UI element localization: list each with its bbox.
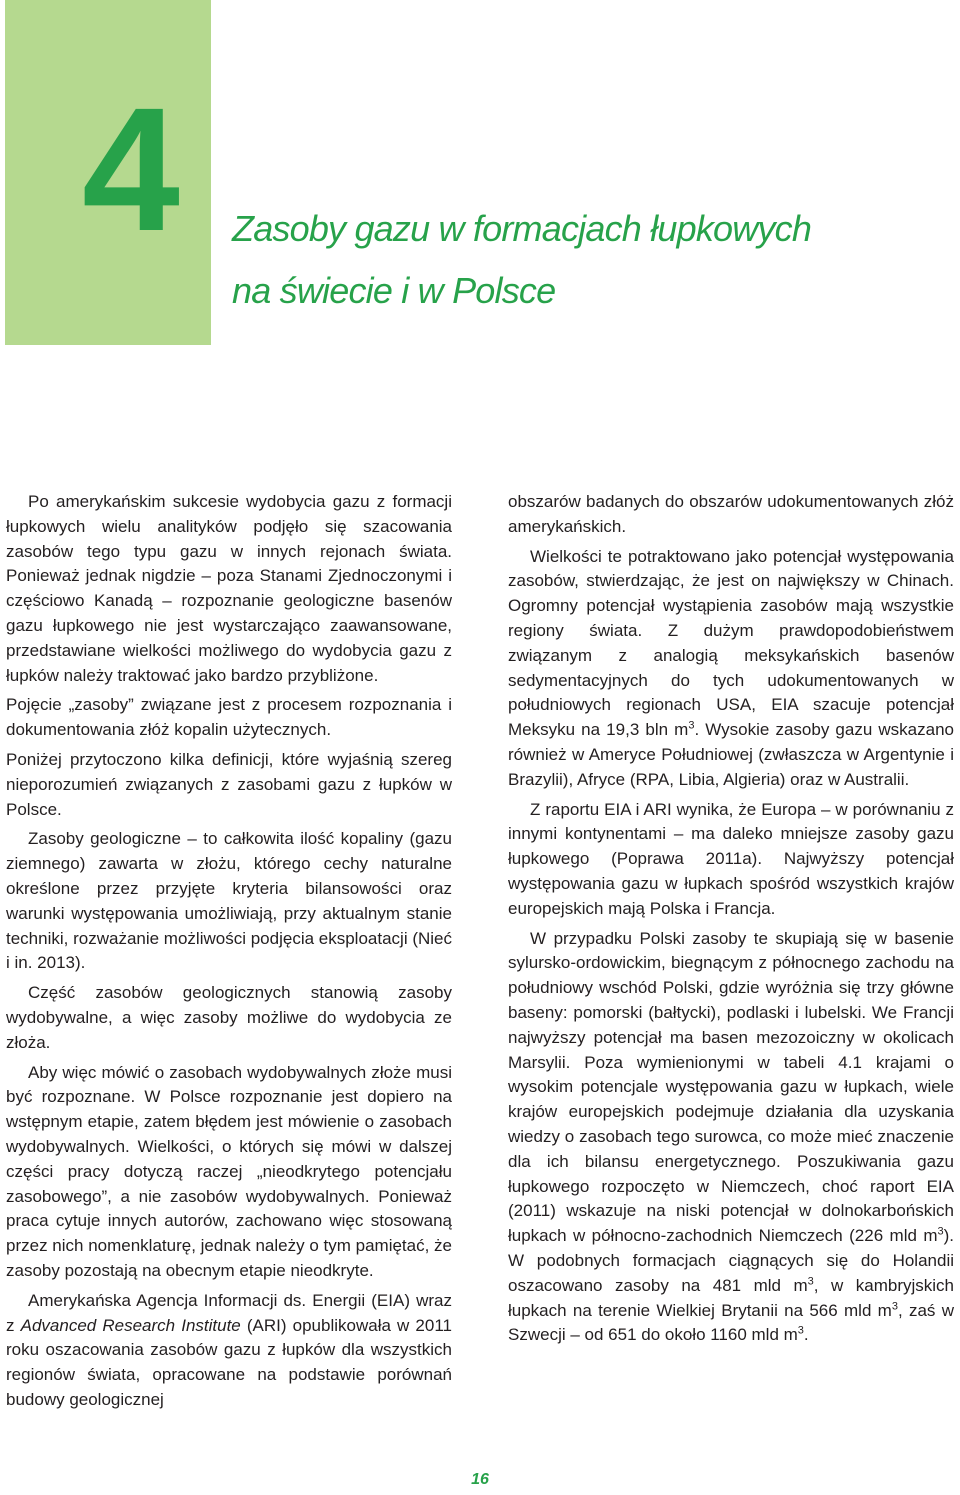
paragraph: Zasoby geologiczne – to całkowita ilość kopaliny (gazu ziemnego) zawarta w złożu, którego cechy naturalne określone przez przyjęte kryteria bilansowości oraz warunki występowania umożliwiają, przy aktualnym stanie techniki, rozważanie możliwości podjęcia eksploatacji (Nieć i in. 2013). bbox=[6, 829, 452, 973]
left-column bbox=[6, 490, 452, 1418]
page-number: 16 bbox=[471, 1471, 489, 1488]
paragraph bbox=[6, 1289, 452, 1413]
text-run: , w kambryjskich łupkach na terenie Wielkiej Brytanii na 566 mld m bbox=[508, 1275, 955, 1320]
paragraph: Po amerykańskim sukcesie wydobycia gazu z formacji łupkowych wielu analityków podjęło się szacowania zasobów tego typu gazu w innych rejonach świata. Ponieważ jednak nigdzie – poza Stanami Zjednoczonymi i częściowo Kanadą – rozpoznanie geologiczne basenów gazu łupkowego nie jest wystarczająco zaawansowane, przedstawiane wielkości możliwego do wydobycia gazu z łupków należy traktować jako bardzo przybliżone. bbox=[6, 492, 452, 685]
text-run: (ARI) opublikowała w 2011 roku oszacowania zasobów gazu z łupków dla wszystkich regionów świata, opracowane na podstawie porównań budowy geologicznej bbox=[6, 1315, 452, 1409]
paragraph: Część zasobów geologicznych stanowią zasoby wydobywalne, a więc zasoby możliwe do wydobycia ze złoża. bbox=[6, 983, 452, 1052]
chapter-number: 4 bbox=[82, 72, 174, 268]
superscript: 3 bbox=[797, 1324, 804, 1337]
text-run: , zaś w Szwecji – od 651 do około 1160 mld m bbox=[508, 1300, 954, 1345]
paragraph: Poniżej przytoczono kilka definicji, które wyjaśnią szereg nieporozumień związanych z zasobami gazu z łupków w Polsce. bbox=[6, 749, 452, 819]
paragraph bbox=[508, 545, 954, 793]
text-run: . Wysokie zasoby gazu wskazano również w Ameryce Południowej (zwłaszcza w Argentynie i Brazylii), Afryce (RPA, Libia, Algieria) oraz w Australii. bbox=[508, 720, 954, 789]
text-run: Wielkości te potraktowano jako potencjał występowania zasobów, stwierdzając, że jest on największy w Chinach. Ogromny potencjał wystąpienia zasobów mają wszystkie regiony świata. Z dużym prawdopodobieństwem związanym z analogią meksykańskich basenów sedymentacyjnych do tych udokumentowanych w południowych regionach USA, EIA szacuje potencjał Meksyku na 19,3 bln m bbox=[508, 546, 954, 740]
chapter-title bbox=[232, 198, 932, 322]
italic-institute-name: Advanced Research Institute bbox=[20, 1315, 241, 1335]
chapter-title-line-1: Zasoby gazu w formacjach łupkowych bbox=[232, 208, 812, 249]
superscript: 3 bbox=[891, 1299, 898, 1312]
right-column bbox=[508, 490, 954, 1353]
text-run: W przypadku Polski zasoby te skupiają się w basenie sylursko-ordowickim, biegnącym z północnego zachodu na południowy wschód Polski, gdzie wyróżnia się trzy główne baseny: pomorski (bałtycki), podlaski i lubelski. We Francji najwyższy potencjał ma basen mezozoiczny w okolicach Marsylii. Poza wymienionymi w tabeli 4.1 krajami o wysokim potencjale występowania gazu w łupkach, wiele krajów europejskich podejmuje działania dla uzyskania wiedzy o zasobach tego surowca, co może mieć znaczenie dla ich bilansu energetycznego. Poszukiwania gazu łupkowego rozpoczęto w Niemczech, choć raport EIA (2011) wskazuje na niski potencjał w dolnokarbońskich łupkach w północno-zachodnich Niemczech (226 mld m bbox=[508, 928, 954, 1246]
chapter-title-line-2: na świecie i w Polsce bbox=[232, 270, 556, 311]
paragraph: obszarów badanych do obszarów udokumentowanych złóż amerykańskich. bbox=[508, 492, 954, 536]
superscript: 3 bbox=[688, 719, 695, 732]
superscript: 3 bbox=[807, 1275, 814, 1288]
superscript: 3 bbox=[937, 1225, 944, 1238]
paragraph: Aby więc mówić o zasobach wydobywalnych złoże musi być rozpoznane. W Polsce rozpoznanie jest dopiero na wstępnym etapie, zatem błędem jest mówienie o zasobach wydobywalnych. Wielkości, o których się mówi w dalszej części pracy dotyczą raczej „nieodkrytego potencjału zasobowego”, a nie zasobów wydobywalnych. Ponieważ praca cytuje innych autorów, zachowano więc stosowaną przez nich nomenklaturę, jednak należy o tym pamiętać, że zasoby pozostają na obecnym etapie nieodkryte. bbox=[6, 1062, 453, 1280]
paragraph bbox=[508, 927, 954, 1349]
paragraph: Z raportu EIA i ARI wynika, że Europa – w porównaniu z innymi kontynentami – ma daleko mniejsze zasoby gazu łupkowego (Poprawa 2011a). Najwyższy potencjał występowania gazu w łupkach spośród wszystkich krajów europejskich mają Polska i Francja. bbox=[508, 799, 954, 918]
text-run: Amerykańska Agencja Informacji ds. Energii (EIA) wraz z bbox=[6, 1290, 452, 1335]
paragraph: Pojęcie „zasoby” związane jest z procesem rozpoznania i dokumentowania złóż kopalin użytecznych. bbox=[6, 695, 452, 740]
text-run: . bbox=[803, 1325, 809, 1345]
text-run: ). W podobnych formacjach ciągnących się do Holandii oszacowano zasoby na 481 mld m bbox=[508, 1226, 954, 1295]
